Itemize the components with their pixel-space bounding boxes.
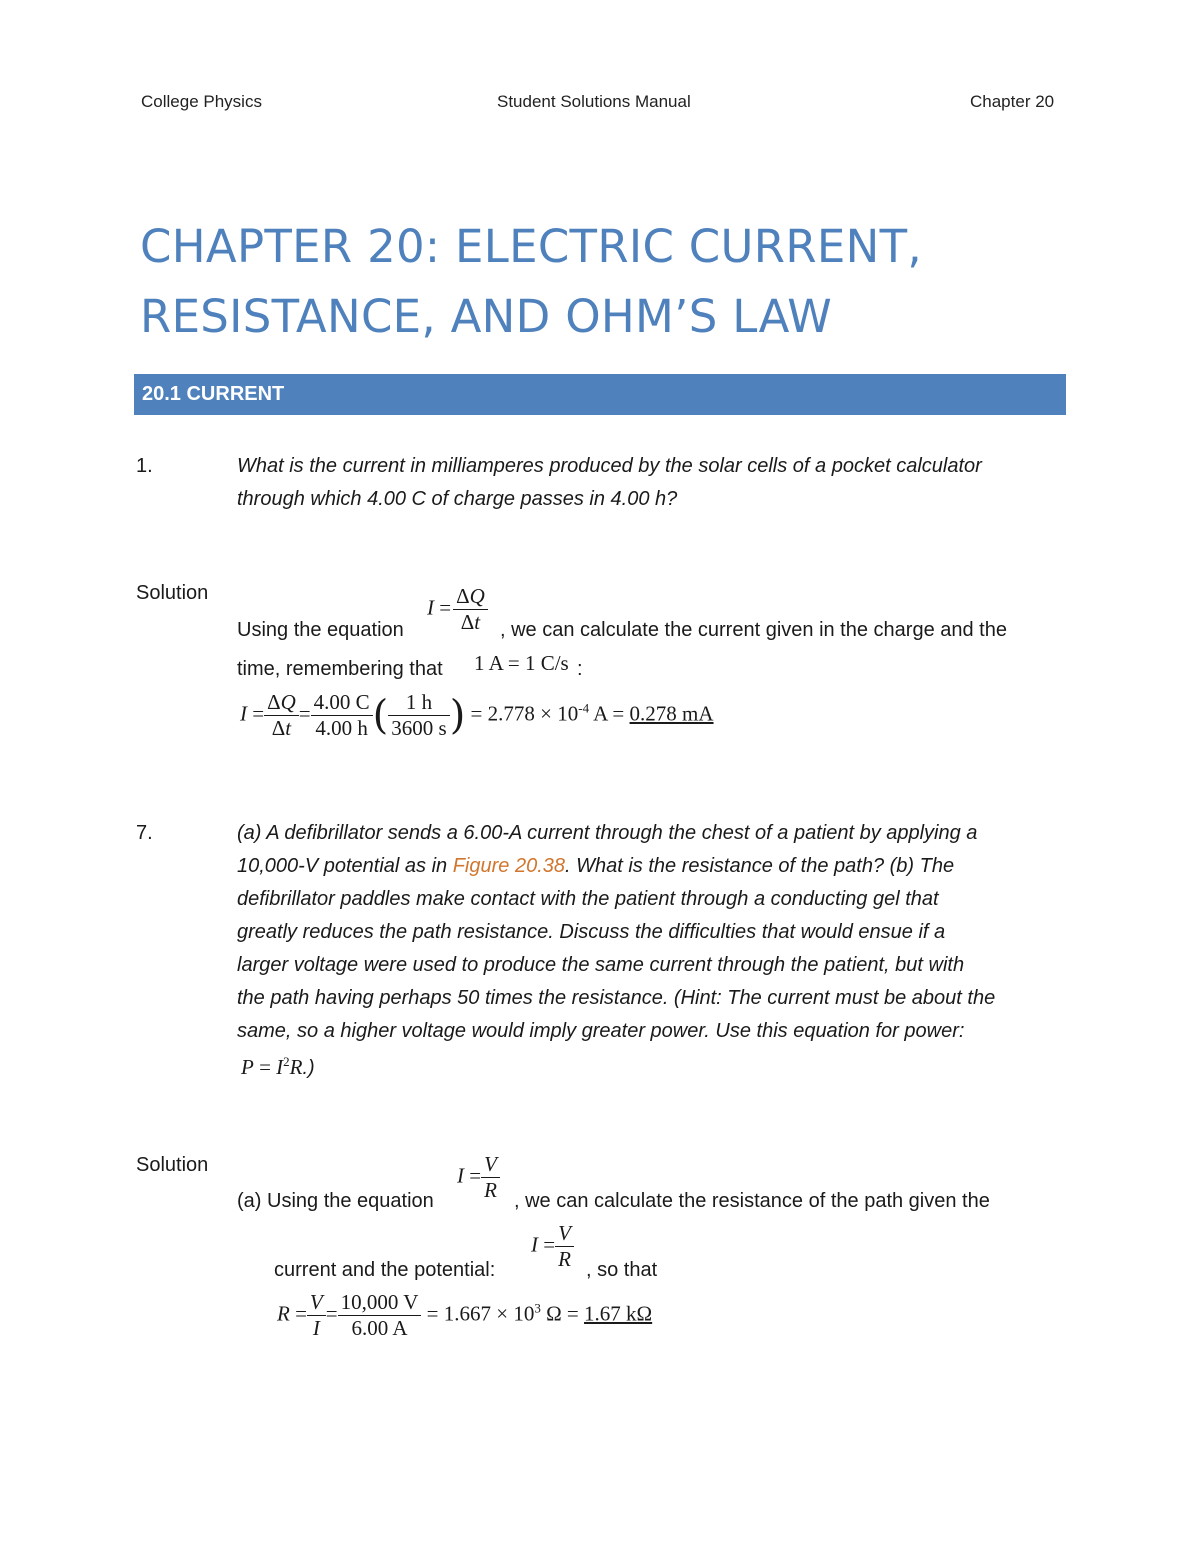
problem-7-calculation: R = $\frac{V}{I}$ = $\frac{10,000 V}{6.00 A}$ = $1.667 \times 10^3$ Ω = 1.67 kΩ [277,1290,653,1340]
problem-1-solution-label: Solution [136,582,209,604]
problem-7-line-1: (a) A defibrillator sends a 6.00-A current through the chest of a patient by applying a [237,822,978,844]
problem-7-using-text: (a) Using the equation [237,1190,434,1212]
chapter-title-line-1: CHAPTER 20: ELECTRIC CURRENT, [140,220,922,273]
problem-1-result-mid: = 2.778 × 10 [470,701,579,726]
problem-7-result-exp: 3 [534,1300,541,1316]
power-equation: $P = I^2R$.) [241,1054,315,1079]
power-equation-end: .) [302,1057,315,1079]
problem-1-using-text: Using the equation [237,619,404,641]
problem-7-current-text: current and the potential: [274,1259,496,1281]
problem-7-denominator: 6.00 A [338,1315,422,1341]
problem-1-answer: 0.278 mA [629,701,714,726]
problem-7-line-7: same, so a higher voltage would imply greater power. Use this equation for power: [237,1020,965,1042]
problem-7-line-5: larger voltage were used to produce the same current through the patient, but with [237,954,965,976]
problem-7-so-that: , so that [586,1259,658,1281]
problem-7-number: 7. [136,822,153,844]
problem-7-result-unit: Ω = [540,1301,585,1326]
problem-1-colon: : [577,658,583,680]
problem-1-after-equation: , we can calculate the current given in the charge and the [500,619,1007,641]
problem-7-numerator: 10,000 V [340,1290,419,1314]
header-chapter: Chapter 20 [970,92,1055,111]
problem-1-text-line-1: What is the current in milliamperes produced by the solar cells of a pocket calculator [237,455,982,477]
problem-7-line-2-pre: 10,000-V potential as in [237,855,453,877]
problem-7-line-3: defibrillator paddles make contact with the patient through a conducting gel that [237,888,939,910]
problem-7-result-mid: = 1.667 × 10 [426,1301,535,1326]
problem-1-number: 1. [136,455,153,477]
unit-equivalence: 1 A = 1 C/s [474,651,569,675]
problem-1-text-line-2: through which 4.00 C of charge passes in 4.00 h? [237,488,678,510]
chapter-title-line-2: RESISTANCE, AND OHM’S LAW [140,290,833,343]
problem-7-line-6: the path having perhaps 50 times the resistance. (Hint: The current must be about the [237,987,996,1009]
ohms-law-inline-1: I = $\frac{V}{R}$ [457,1152,500,1203]
section-title: 20.1 CURRENT [142,383,285,405]
problem-1-result-unit: A = [589,701,630,726]
problem-7-line-2 [237,855,954,878]
problem-7-after-equation: , we can calculate the resistance of the path given the [514,1190,990,1212]
header-manual-title: Student Solutions Manual [497,92,691,111]
section-heading-bar [134,374,1066,415]
header-book-title: College Physics [141,92,262,111]
problem-1-time-text: time, remembering that [237,658,443,680]
problem-7-line-2-post: . What is the resistance of the path? (b) The [565,855,955,877]
current-equation-inline: I = $\frac{\Delta Q}{\Delta t}$ [427,584,488,635]
problem-1-result-exp: -4 [578,700,590,716]
problem-1-calculation: I = $\frac{\Delta Q}{\Delta t}$ = $\frac{4.00 C}{4.00 h}$ ( $\frac{1 h}{3600 s}$ ) = $2.778 \times 10^{-4}$ A = 0.278 mA [240,690,714,740]
figure-20-38-link[interactable]: Figure 20.38 [452,855,565,877]
problem-7-solution-label: Solution [136,1154,209,1176]
problem-7-line-4: greatly reduces the path resistance. Discuss the difficulties that would ensue if a [237,921,946,943]
problem-7-answer: 1.67 kΩ [584,1301,653,1326]
ohms-law-inline-2: I = $\frac{V}{R}$ [531,1221,574,1272]
